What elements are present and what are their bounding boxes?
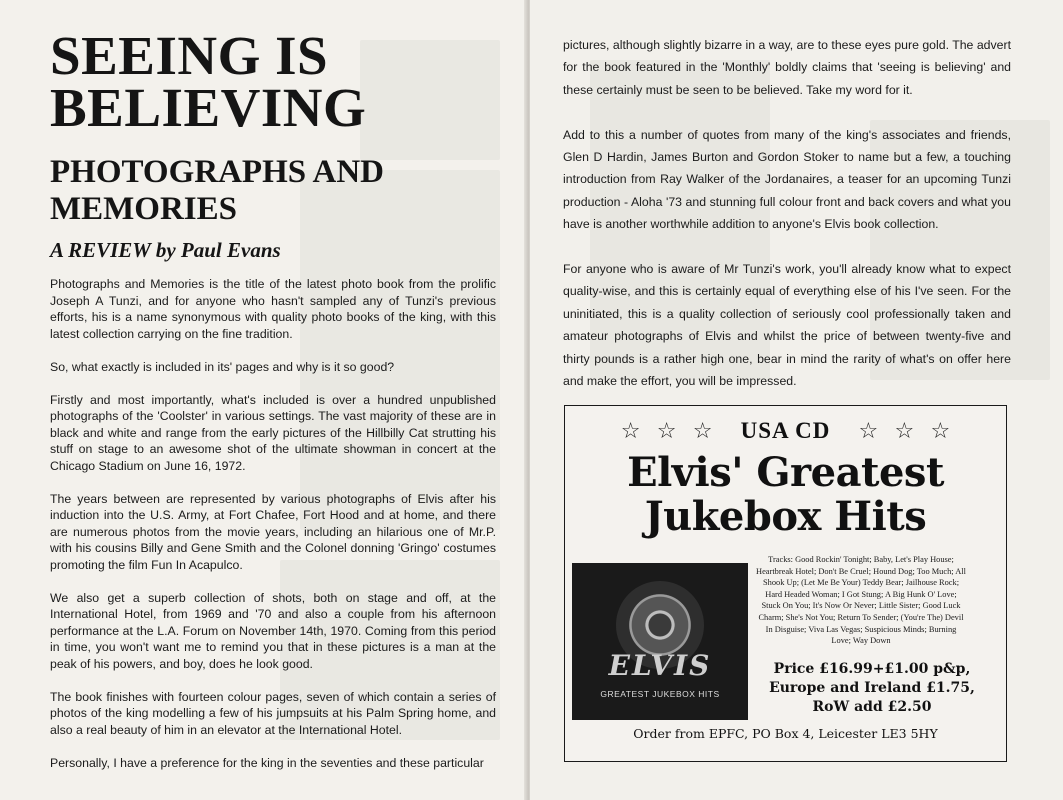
- subheadline: PHOTOGRAPHS AND MEMORIES: [50, 154, 385, 227]
- cover-logo: ELVIS: [608, 649, 712, 682]
- paragraph: Firstly and most importantly, what's included is over a hundred unpublished photographs of the 'Coolster' in various settings. The vast majority of these are in black and white and range from the early pictures of the Hillbilly Cat strutting his stuff on stage to an awesome shot of the ultimate showman in concert at the Chicago Stadium on June 16, 1972.: [50, 392, 496, 473]
- ad-label: USA CD: [740, 418, 831, 443]
- star-icon: ☆: [930, 418, 951, 444]
- paragraph: Personally, I have a preference for the king in the seventies and these particular: [50, 755, 484, 770]
- star-icon: ☆: [656, 418, 677, 444]
- star-icon: ☆: [692, 418, 713, 444]
- paragraph: The book finishes with fourteen colour pages, seven of which contain a series of photos of the king modelling a few of his jumpsuits at his Palm Spring home, and also a real beauty of him in an elevator at the International Hotel.: [50, 689, 496, 737]
- paragraph: We also get a superb collection of shots, both on stage and off, at the International Hotel, from 1969 and '70 and also a couple from his afternoon performance at the L.A. Forum on November 14th, 1970. Coming from this period in time, you won't want me to remind you that in these pictures is a man at the peak of his powers, and boy, does he look good.: [50, 590, 496, 671]
- track-list: Tracks: Good Rockin' Tonight; Baby, Let's Play House; Heartbreak Hotel; Don't Be Cruel; Hound Dog; Too Much; All Shook Up; (Let Me Be Your) Teddy Bear; Jailhouse Rock; Hard Headed Woman; I Got Stung; A Big Hunk O' Love; Stuck On You; It's Now Or Never; Little Sister; Good Luck Charm; She's Not You; Return To Sender; (You're The) Devil In Disguise; Viva Las Vegas; Suspicious Minds; Burning Love; Way Down: [756, 555, 966, 646]
- ad-header: [565, 418, 1006, 444]
- ad-title: Elvis' Greatest Jukebox Hits: [627, 449, 944, 540]
- headline: SEEING IS BELIEVING: [50, 25, 367, 138]
- star-icon: ☆: [894, 418, 915, 444]
- article-body-left: [50, 276, 496, 788]
- cd-cover-image: [572, 563, 748, 720]
- star-icon: ☆: [858, 418, 879, 444]
- order-address: Order from EPFC, PO Box 4, Leicester LE3 5HY: [633, 726, 938, 741]
- star-icon: ☆: [620, 418, 641, 444]
- cd-advert: [564, 405, 1007, 762]
- paragraph: pictures, although slightly bizarre in a way, are to these eyes pure gold. The advert for the book featured in the 'Monthly' boldly claims that 'seeing is believing' and these certainly must be seen to be believed. Take my word for it.: [563, 38, 1011, 97]
- left-page: [0, 0, 528, 800]
- price-info: Price £16.99+£1.00 p&p, Europe and Ireland £1.75, RoW add £2.50: [769, 661, 975, 715]
- paragraph: For anyone who is aware of Mr Tunzi's work, you'll already know what to expect quality-wise, and this is certainly equal of everything else of his I've seen. For the uninitiated, this is a quality collection of seriously cool professionally taken and amateur photographs of Elvis and whilst the price of between twenty-five and thirty pounds is a rather high one, bear in mind the rarity of what's on offer here and make the effort, you will be impressed.: [563, 262, 1011, 389]
- paragraph: The years between are represented by various photographs of Elvis after his induction into the U.S. Army, at Fort Chafee, Fort Hood and at home, and there are numerous photos from the movie years, including an hilarious one of Mr.P. with his cousins Billy and Gene Smith and the Colonel donning 'Gringo' costumes promoting the film Fun In Acapulco.: [50, 491, 496, 572]
- article-body-right: [563, 34, 1011, 415]
- paragraph: Add to this a number of quotes from many of the king's associates and friends, Glen D Hardin, James Burton and Gordon Stoker to name but a few, a touching introduction from Ray Walker of the Jordanaires, a teaser for an upcoming Tunzi production - Aloha '73 and stunning full colour front and back covers and what you have is another worthwhile addition to anyone's Elvis book collection.: [563, 127, 1011, 232]
- byline: A REVIEW by Paul Evans: [50, 238, 281, 262]
- paragraph: Photographs and Memories is the title of the latest photo book from the prolific Joseph A Tunzi, and for anyone who hasn't sampled any of Tunzi's previous efforts, his is a name synonymous with quality photo books of the king, with this latest collection carrying on the fine tradition.: [50, 277, 496, 341]
- right-page: [530, 0, 1063, 800]
- cover-subtitle: GREATEST JUKEBOX HITS: [600, 689, 720, 699]
- paragraph: So, what exactly is included in its' pages and why is it so good?: [50, 359, 395, 374]
